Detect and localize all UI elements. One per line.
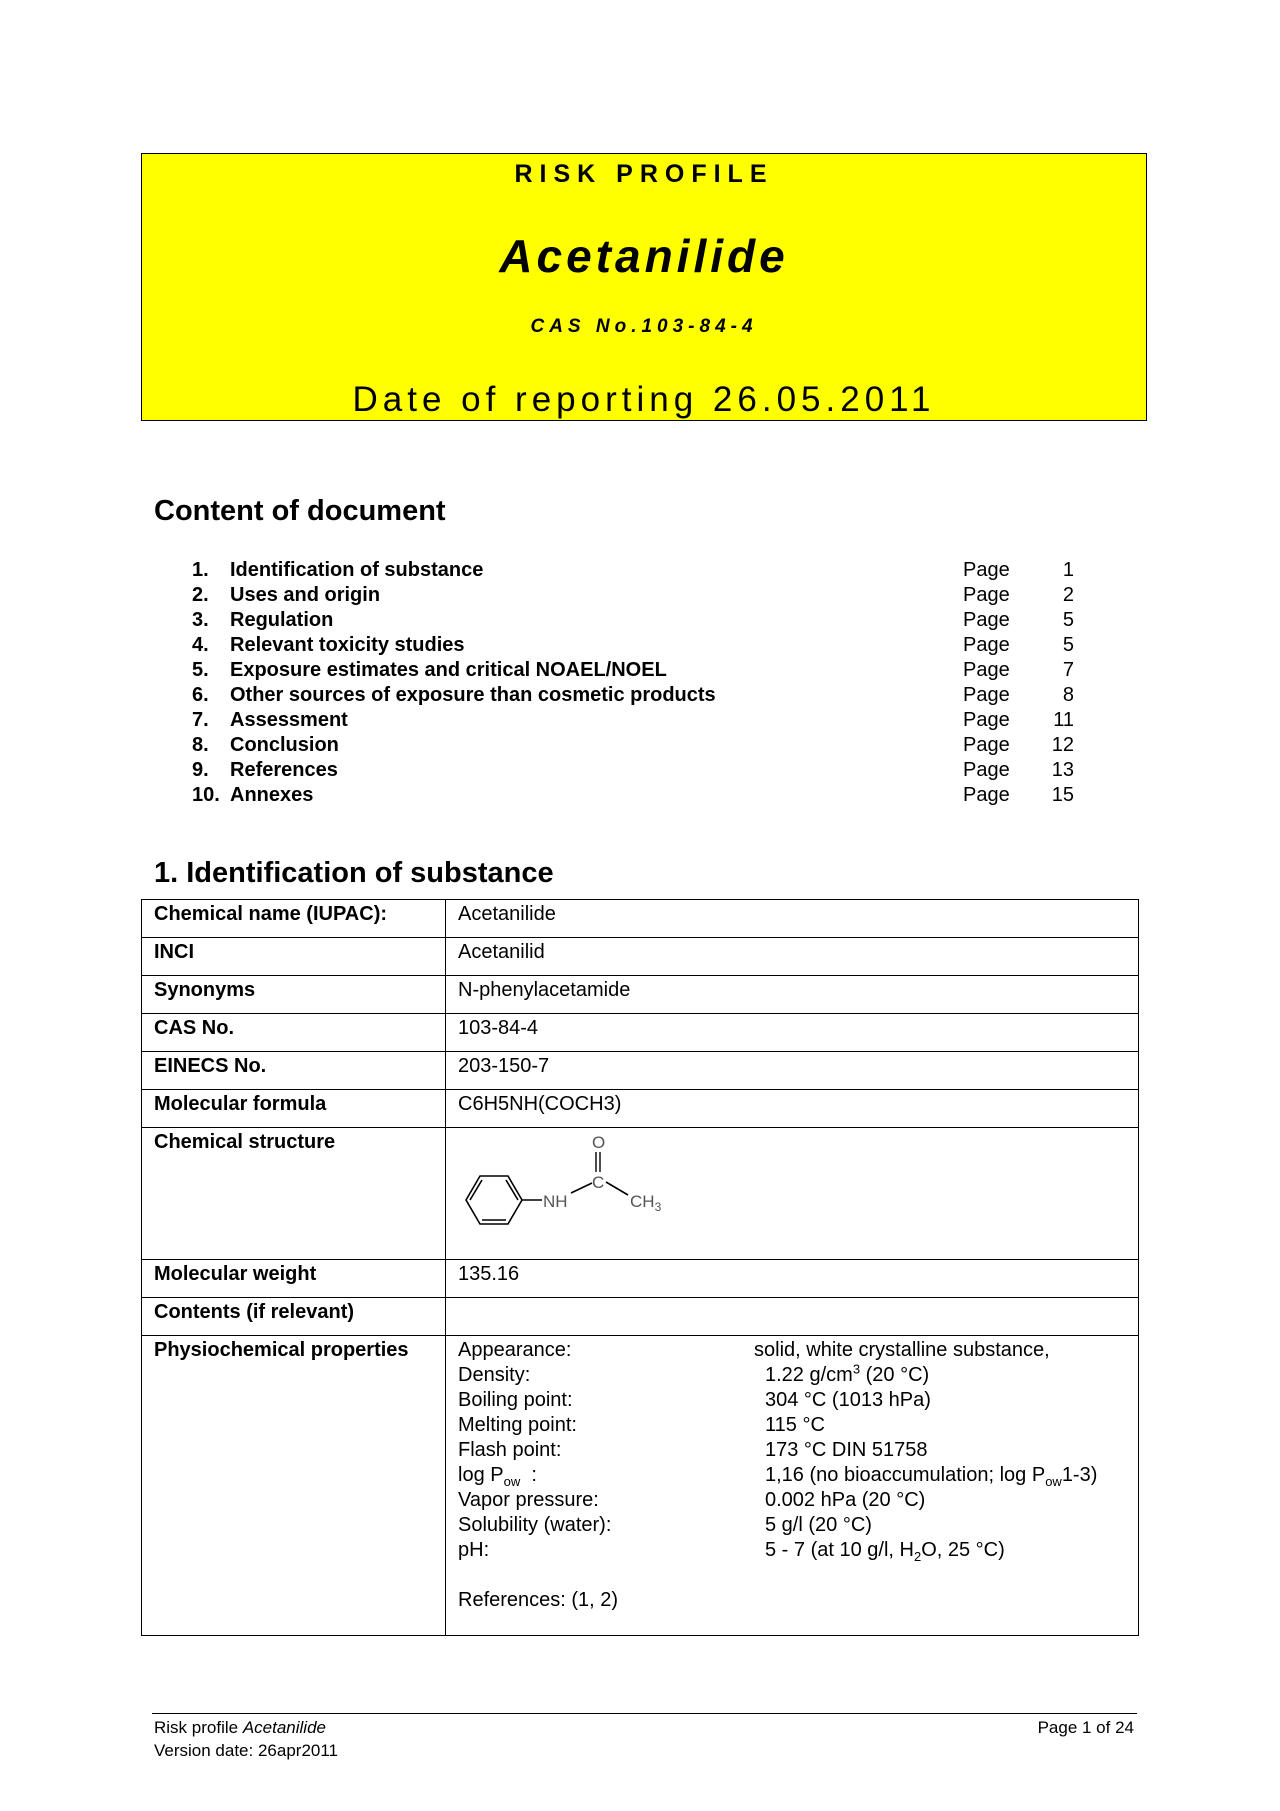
footer-version-date: Version date: 26apr2011 bbox=[154, 1741, 338, 1760]
log-pow-value-main: 1,16 (no bioaccumulation; log P bbox=[765, 1464, 1046, 1486]
document-type-label: RISK PROFILE bbox=[514, 160, 774, 188]
formula-value: C6H5NH(COCH3) bbox=[446, 1090, 1139, 1128]
log-pow-label-colon: : bbox=[520, 1464, 537, 1486]
property-row bbox=[458, 1388, 1148, 1413]
contents-label: Contents (if relevant) bbox=[142, 1298, 446, 1336]
toc-item-page-word: Page bbox=[963, 684, 1010, 706]
table-row bbox=[142, 1090, 1139, 1128]
toc-item-title: Identification of substance bbox=[230, 559, 484, 581]
ph-value-main: 5 - 7 (at 10 g/l, H bbox=[765, 1539, 914, 1561]
table-row bbox=[142, 900, 1139, 938]
toc-item-title: References bbox=[230, 759, 338, 781]
identification-table bbox=[141, 899, 1139, 1636]
table-row bbox=[142, 938, 1139, 976]
toc-item-page-number: 1 bbox=[1062, 559, 1074, 581]
ph-value bbox=[765, 1538, 1005, 1563]
ph-value-subscript: 2 bbox=[913, 1549, 922, 1564]
toc-item[interactable] bbox=[192, 733, 1072, 758]
toc-item-title: Regulation bbox=[230, 609, 334, 631]
solubility-label: Solubility (water): bbox=[458, 1514, 612, 1536]
toc-item-title: Exposure estimates and critical NOAEL/NOEL bbox=[230, 659, 667, 681]
toc-item[interactable] bbox=[192, 708, 1072, 733]
cas-number-label: CAS No.103-84-4 bbox=[530, 316, 758, 337]
property-row bbox=[458, 1488, 1148, 1513]
property-row bbox=[458, 1363, 1148, 1388]
log-pow-value bbox=[765, 1463, 1097, 1488]
solubility-value: 5 g/l (20 °C) bbox=[765, 1514, 872, 1536]
table-row bbox=[142, 1260, 1139, 1298]
toc-item-page-word: Page bbox=[963, 634, 1010, 656]
toc-item-page-number: 2 bbox=[1062, 584, 1074, 606]
toc-item-page-number: 11 bbox=[1053, 709, 1074, 731]
atom-nh-label: NH bbox=[543, 1192, 568, 1211]
density-value-superscript: 3 bbox=[852, 1361, 861, 1377]
table-of-contents bbox=[192, 558, 1072, 808]
carbon-methyl-bond bbox=[606, 1182, 628, 1195]
contents-value bbox=[446, 1298, 1139, 1336]
chemical-name-value: Acetanilide bbox=[446, 900, 1139, 938]
toc-item-page-number: 13 bbox=[1051, 759, 1074, 781]
log-pow-value-subscript: ow bbox=[1045, 1474, 1062, 1489]
identification-heading: 1. Identification of substance bbox=[154, 857, 554, 889]
atom-o-label: O bbox=[592, 1133, 606, 1152]
toc-item-number: 1. bbox=[192, 559, 209, 581]
appearance-label: Appearance: bbox=[458, 1339, 572, 1361]
melting-point-label: Melting point: bbox=[458, 1414, 577, 1436]
appearance-value: solid, white crystalline substance, bbox=[754, 1339, 1050, 1361]
toc-item-title: Assessment bbox=[230, 709, 348, 731]
toc-heading: Content of document bbox=[154, 495, 446, 527]
table-row bbox=[142, 1052, 1139, 1090]
atom-ch3-label bbox=[630, 1192, 662, 1214]
table-row bbox=[142, 1298, 1139, 1336]
chemical-structure-diagram bbox=[458, 1130, 718, 1240]
toc-item-number: 6. bbox=[192, 684, 209, 706]
toc-item-page-number: 12 bbox=[1051, 734, 1074, 756]
title-banner bbox=[141, 153, 1147, 421]
vapor-pressure-label: Vapor pressure: bbox=[458, 1489, 599, 1511]
toc-item-number: 8. bbox=[192, 734, 209, 756]
table-row bbox=[142, 1336, 1139, 1636]
inci-value: Acetanilid bbox=[446, 938, 1139, 976]
toc-item-page-word: Page bbox=[963, 559, 1010, 581]
property-row bbox=[458, 1338, 1148, 1363]
toc-item[interactable] bbox=[192, 633, 1072, 658]
einecs-value: 203-150-7 bbox=[446, 1052, 1139, 1090]
footer-left bbox=[154, 1716, 338, 1762]
density-label: Density: bbox=[458, 1364, 531, 1386]
toc-item-page-word: Page bbox=[963, 659, 1010, 681]
toc-item-page-number: 5 bbox=[1062, 634, 1074, 656]
toc-item[interactable] bbox=[192, 783, 1072, 808]
density-value-main: 1.22 g/cm bbox=[765, 1364, 853, 1386]
nitrogen-carbon-bond bbox=[571, 1183, 592, 1193]
table-row bbox=[142, 1014, 1139, 1052]
toc-item-number: 2. bbox=[192, 584, 209, 606]
footer-page-number: Page 1 of 24 bbox=[1037, 1718, 1134, 1737]
flash-point-value: 173 °C DIN 51758 bbox=[765, 1439, 928, 1461]
flash-point-label: Flash point: bbox=[458, 1439, 562, 1461]
density-value-condition: (20 °C) bbox=[860, 1364, 930, 1386]
weight-value: 135.16 bbox=[446, 1260, 1139, 1298]
einecs-label: EINECS No. bbox=[142, 1052, 446, 1090]
chemical-structure-cell bbox=[446, 1128, 1139, 1260]
reporting-date: Date of reporting 26.05.2011 bbox=[352, 380, 936, 419]
toc-item-page-number: 15 bbox=[1051, 784, 1074, 806]
weight-label: Molecular weight bbox=[142, 1260, 446, 1298]
toc-item-page-word: Page bbox=[963, 784, 1010, 806]
substance-title: Acetanilide bbox=[499, 230, 789, 282]
atom-c-label: C bbox=[592, 1173, 605, 1192]
atom-ch-subscript: 3 bbox=[654, 1200, 662, 1214]
properties-list bbox=[458, 1338, 1126, 1628]
toc-item-number: 3. bbox=[192, 609, 209, 631]
toc-item-title: Other sources of exposure than cosmetic products bbox=[230, 684, 716, 706]
table-row bbox=[142, 976, 1139, 1014]
melting-point-value: 115 °C bbox=[765, 1414, 825, 1436]
toc-item-number: 10. bbox=[192, 784, 220, 806]
table-row bbox=[142, 1128, 1139, 1260]
synonyms-value: N-phenylacetamide bbox=[446, 976, 1139, 1014]
physio-label: Physiochemical properties bbox=[142, 1336, 446, 1636]
log-pow-label-main: log P bbox=[458, 1464, 504, 1486]
toc-item-title: Uses and origin bbox=[230, 584, 381, 606]
properties-references: References: (1, 2) bbox=[458, 1589, 619, 1611]
toc-item-title: Conclusion bbox=[230, 734, 339, 756]
toc-item[interactable] bbox=[192, 558, 1072, 583]
inci-label: INCI bbox=[142, 938, 446, 976]
structure-label: Chemical structure bbox=[142, 1128, 446, 1260]
toc-item-page-word: Page bbox=[963, 759, 1010, 781]
ph-value-condition: O, 25 °C) bbox=[921, 1539, 1005, 1561]
chemical-name-label: Chemical name (IUPAC): bbox=[142, 900, 446, 938]
toc-item-page-word: Page bbox=[963, 609, 1010, 631]
toc-item[interactable] bbox=[192, 583, 1072, 608]
boiling-point-value: 304 °C (1013 hPa) bbox=[765, 1389, 931, 1411]
log-pow-label bbox=[458, 1463, 537, 1488]
toc-item-page-word: Page bbox=[963, 734, 1010, 756]
formula-label: Molecular formula bbox=[142, 1090, 446, 1128]
toc-item-page-number: 5 bbox=[1062, 609, 1074, 631]
toc-item-title: Relevant toxicity studies bbox=[230, 634, 465, 656]
property-row bbox=[458, 1463, 1148, 1488]
property-row bbox=[458, 1413, 1148, 1438]
log-pow-value-range: 1-3) bbox=[1061, 1464, 1098, 1486]
toc-item[interactable] bbox=[192, 608, 1072, 633]
toc-item-number: 9. bbox=[192, 759, 209, 781]
footer-divider bbox=[152, 1713, 1137, 1714]
toc-item-page-number: 7 bbox=[1062, 659, 1074, 681]
toc-item-number: 7. bbox=[192, 709, 209, 731]
log-pow-label-subscript: ow bbox=[503, 1474, 521, 1489]
toc-item-title: Annexes bbox=[230, 784, 314, 806]
toc-item[interactable] bbox=[192, 658, 1072, 683]
toc-item-number: 5. bbox=[192, 659, 209, 681]
toc-item-number: 4. bbox=[192, 634, 209, 656]
property-row bbox=[458, 1438, 1148, 1463]
benzene-ring bbox=[466, 1176, 522, 1224]
property-row bbox=[458, 1513, 1148, 1538]
cas-value: 103-84-4 bbox=[446, 1014, 1139, 1052]
toc-item[interactable] bbox=[192, 683, 1072, 708]
physio-properties-cell bbox=[446, 1336, 1139, 1636]
property-row bbox=[458, 1538, 1148, 1563]
ph-label: pH: bbox=[458, 1539, 490, 1561]
density-value bbox=[765, 1363, 929, 1388]
footer-substance-name: Acetanilide bbox=[242, 1718, 326, 1737]
toc-item[interactable] bbox=[192, 758, 1072, 783]
cas-label: CAS No. bbox=[142, 1014, 446, 1052]
atom-ch-text: CH bbox=[630, 1192, 655, 1211]
footer-profile-prefix: Risk profile bbox=[154, 1718, 243, 1737]
toc-item-page-number: 8 bbox=[1062, 684, 1074, 706]
footer-profile-line bbox=[154, 1716, 338, 1739]
toc-item-page-word: Page bbox=[963, 709, 1010, 731]
toc-item-page-word: Page bbox=[963, 584, 1010, 606]
vapor-pressure-value: 0.002 hPa (20 °C) bbox=[765, 1489, 926, 1511]
synonyms-label: Synonyms bbox=[142, 976, 446, 1014]
boiling-point-label: Boiling point: bbox=[458, 1389, 573, 1411]
